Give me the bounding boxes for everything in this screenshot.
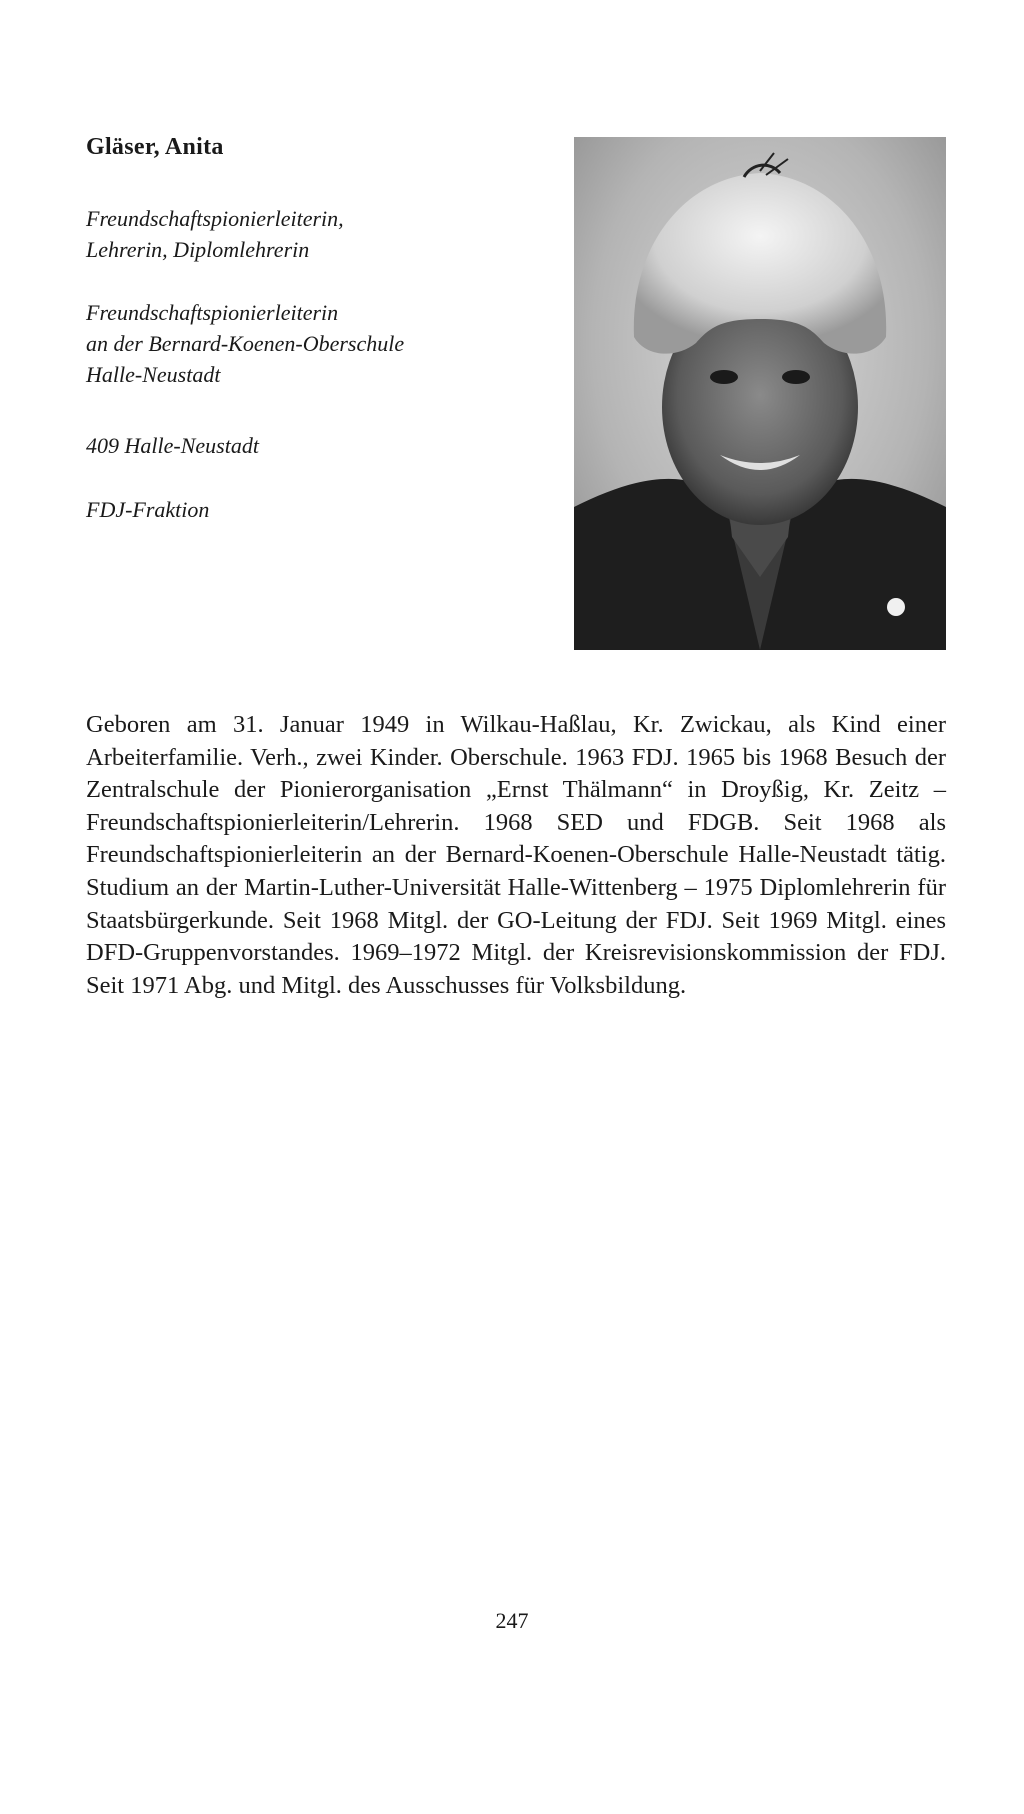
roles xyxy=(86,203,556,265)
position-line-2: an der Bernard-Koenen-Oberschule xyxy=(86,331,405,356)
page-number: 247 xyxy=(495,1608,529,1633)
position xyxy=(86,297,556,390)
position-line-1: Freundschaftspionierleiterin xyxy=(86,300,339,325)
position-line-3: Halle-Neustadt xyxy=(86,362,221,387)
address: 409 Halle-Neustadt xyxy=(86,433,259,458)
role-line-1: Freundschaftspionierleiterin, xyxy=(86,206,344,231)
role-line-2: Lehrerin, Diplomlehrerin xyxy=(86,237,310,262)
portrait-photo xyxy=(574,137,946,650)
person-name: Gläser, Anita xyxy=(86,134,224,160)
faction: FDJ-Fraktion xyxy=(86,497,210,522)
biography: Geboren am 31. Januar 1949 in Wilkau-Haßlau, Kr. Zwickau, als Kind einer Arbeiterfamilie. Verh., zwei Kinder. Oberschule. 1963 FDJ. 1965 bis 1968 Besuch der Zentralschule der Pionierorganisation „Ernst Thälmann“ in Droyßig, Kr. Zeitz – Freundschaftspionierleiterin/Lehrerin. 1968 SED und FDGB. Seit 1968 als Freundschaftspionierleiterin an der Bernard-Koenen-Oberschule Halle-Neustadt tätig. Studium an der Martin-Luther-Universität Halle-Wittenberg – 1975 Diplomlehrerin für Staatsbürgerkunde. Seit 1968 Mitgl. der GO-Leitung der FDJ. Seit 1969 Mitgl. eines DFD-Gruppenvorstandes. 1969–1972 Mitgl. der Kreisrevisionskommission der FDJ. Seit 1971 Abg. und Mitgl. des Ausschusses für Volksbildung. xyxy=(86,711,946,999)
